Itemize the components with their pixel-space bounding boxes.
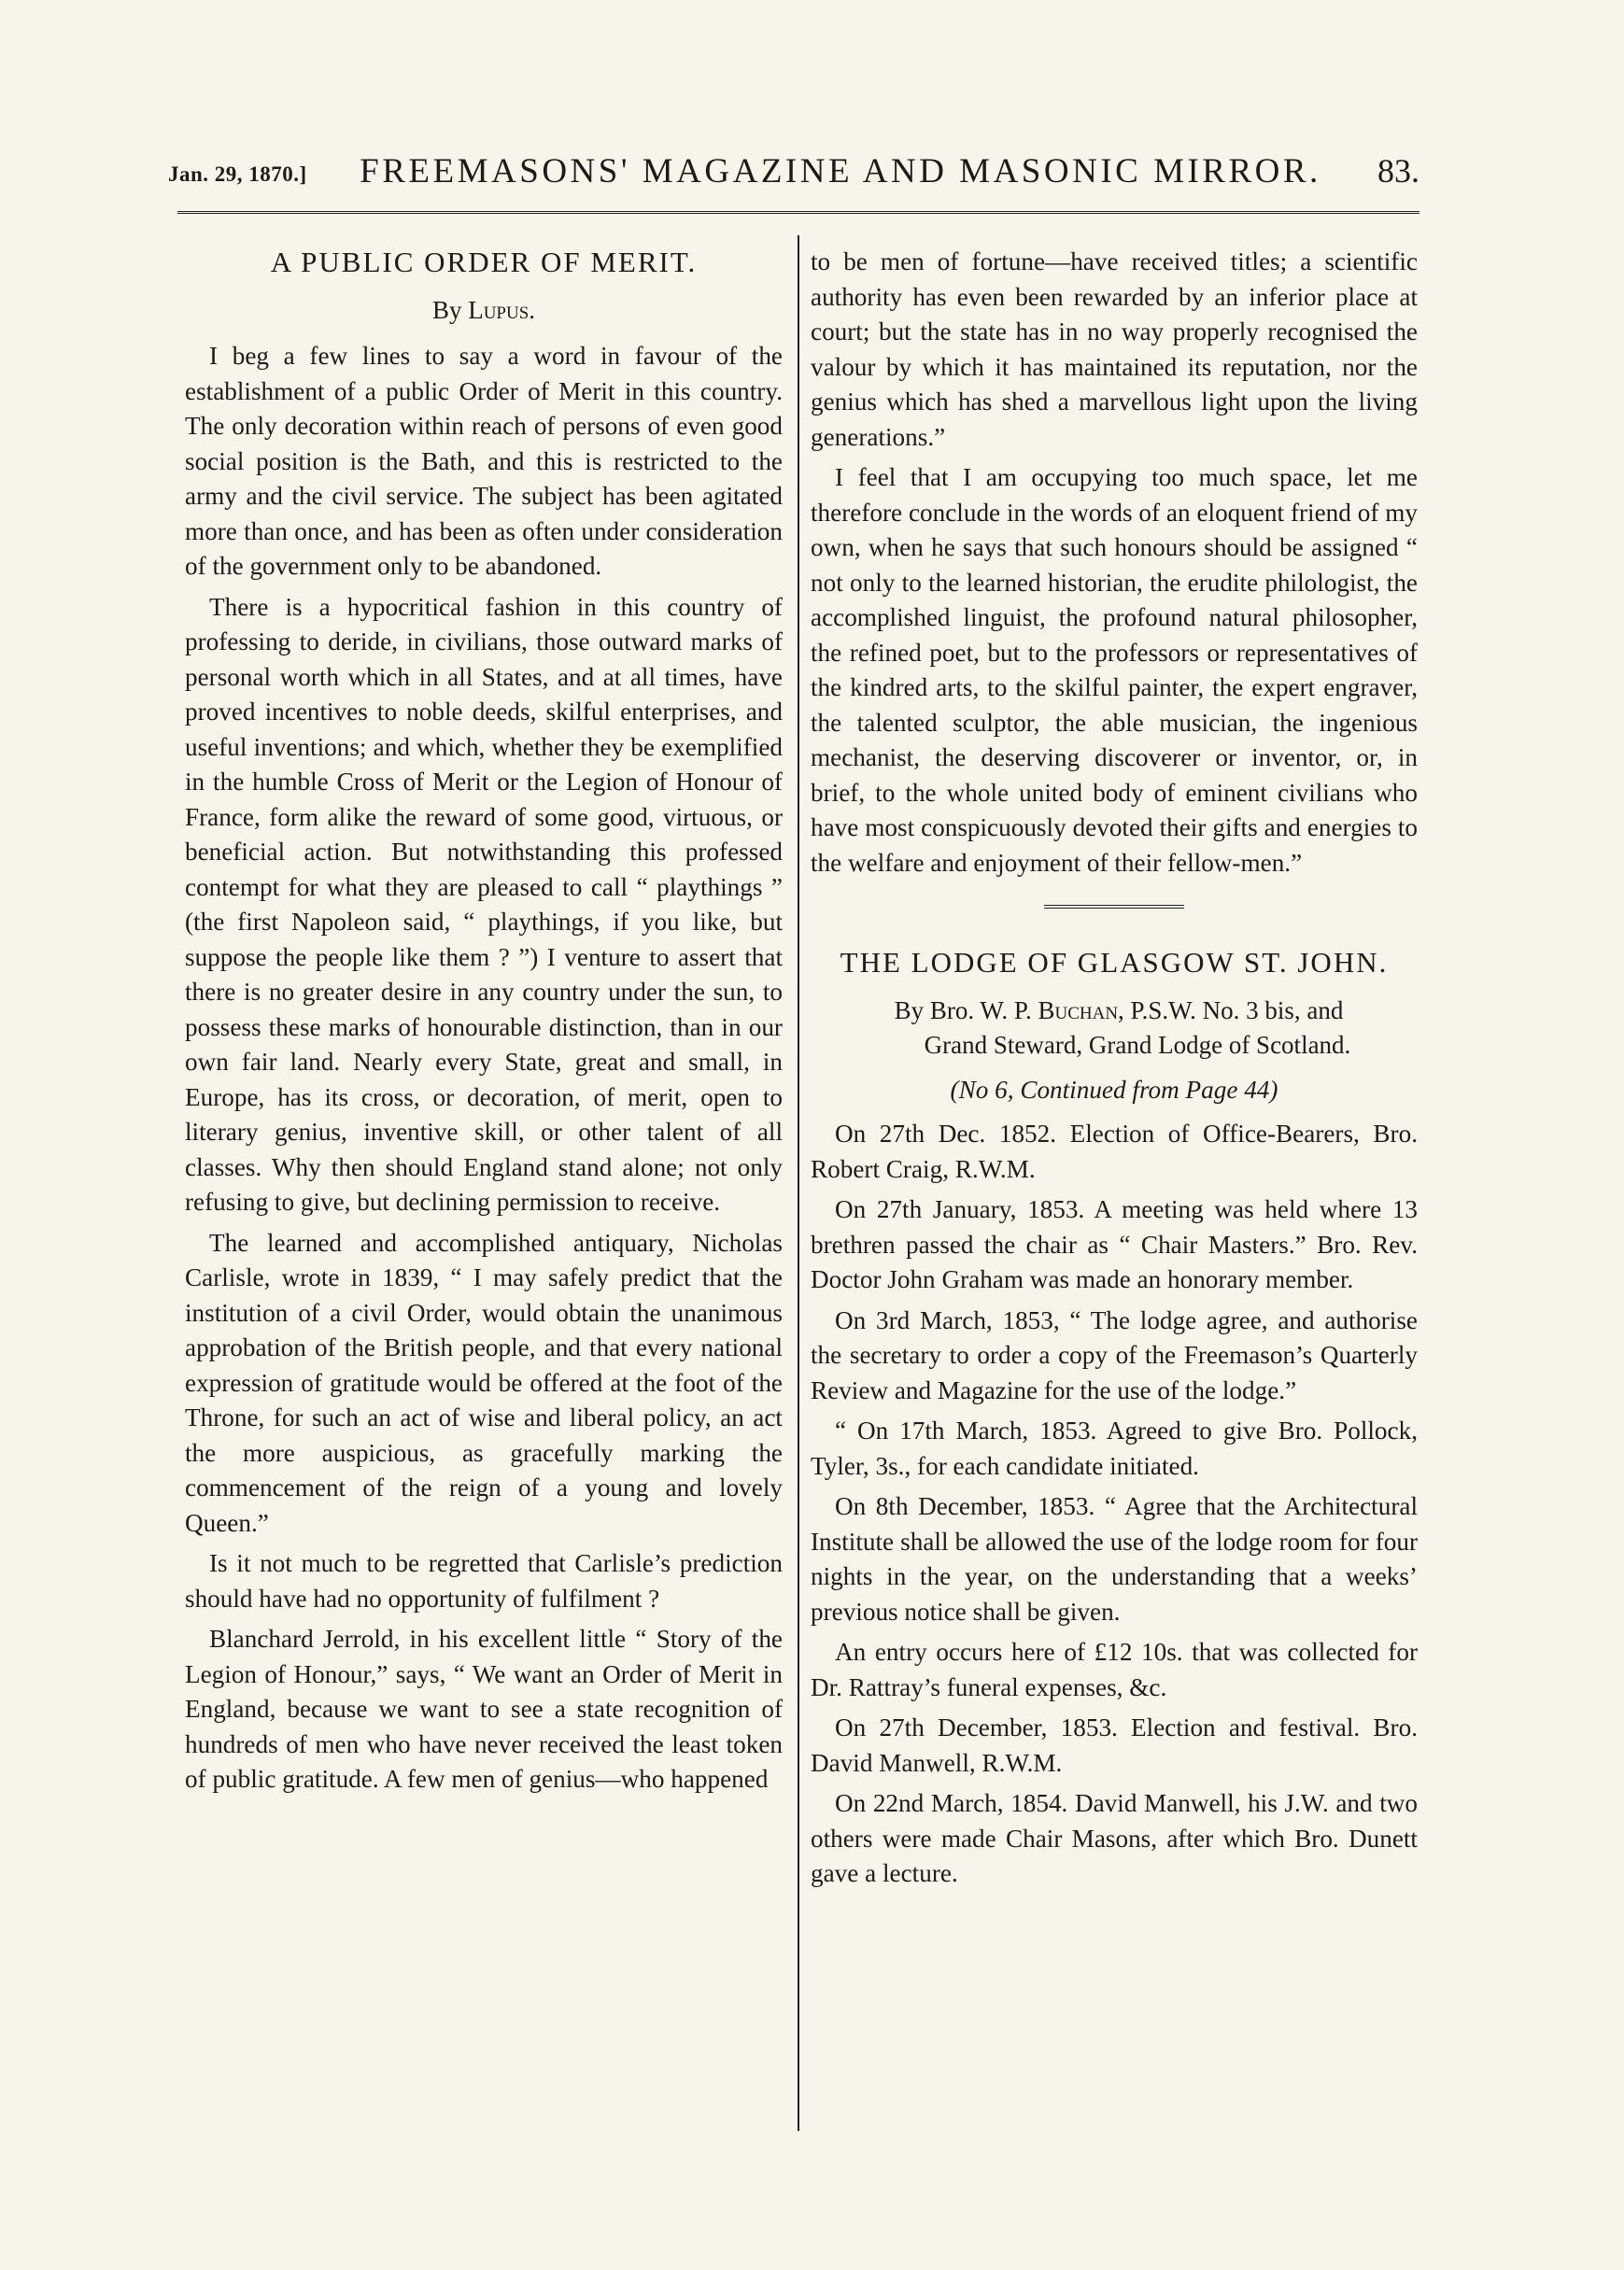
byline-prefix: By	[431, 295, 462, 324]
paragraph: On 27th Dec. 1852. Election of Office-Bearers, Bro. Robert Craig, R.W.M.	[811, 1120, 1418, 1183]
paragraph: On 8th December, 1853. “ Agree that the Architectural Institute shall be allowed the use of the lodge room for four nights in the year, on the understanding that a weeks’ previous notice shall be given.	[811, 1492, 1418, 1626]
paragraph: On 27th January, 1853. A meeting was held where 13 brethren passed the chair as “ Chair Masters.” Bro. Rev. Doctor John Graham was made an honorary member.	[811, 1195, 1418, 1293]
paragraph: The learned and accomplished antiquary, Nicholas Carlisle, wrote in 1839, “ I may safely predict that the institution of a civil Order, would obtain the unanimous approbation of the British people, and that every national expression of gratitude would be offered at the foot of the Throne, for such an act of wise and liberal policy, an act the more auspicious, as gracefully marking the commencement of the reign of a young and lovely Queen.”	[185, 1228, 783, 1537]
byline-prefix: By Bro. W. P.	[894, 995, 1032, 1024]
paragraph: On 27th December, 1853. Election and festival. Bro. David Manwell, R.W.M.	[811, 1713, 1418, 1777]
article-title: THE LODGE OF GLASGOW ST. JOHN.	[840, 946, 1389, 979]
article-byline	[185, 293, 783, 329]
publication-title: FREEMASONS' MAGAZINE AND MASONIC MIRROR.	[360, 152, 1321, 190]
column-divider	[798, 235, 799, 2131]
continued-note: (No 6, Continued from Page 44)	[950, 1075, 1278, 1104]
paragraph: Blanchard Jerrold, in his excellent little “ Story of the Legion of Honour,” says, “ We want an Order of Merit in England, because we want to see a state recognition of hundreds of men who have never received the least token of public gratitude. A few men of genius—who happened	[185, 1625, 783, 1793]
right-column	[811, 245, 1418, 1897]
issue-date: Jan. 29, 1870.]	[168, 162, 307, 186]
paragraph: On 22nd March, 1854. David Manwell, his J.W. and two others were made Chair Masons, after which Bro. Dunett gave a lecture.	[811, 1789, 1418, 1887]
paragraph: On 3rd March, 1853, “ The lodge agree, and authorise the secretary to order a copy of the Freemason’s Quarterly Review and Magazine for the use of the lodge.”	[811, 1305, 1418, 1404]
header-rule	[177, 211, 1419, 218]
paragraph: Is it not much to be regretted that Carlisle’s prediction should have had no opportunity of fulfilment ?	[185, 1549, 783, 1613]
page-number: 83.	[1377, 152, 1419, 190]
page-header	[168, 140, 1419, 196]
paragraph: I feel that I am occupying too much space, let me therefore conclude in the words of an eloquent friend of my own, when he says that such honours should be assigned “ not only to the learned historian, the erudite philologist, the accomplished linguist, the profound natural philosopher, the refined poet, but to the professors or representatives of the kindred arts, to the skilful painter, the expert engraver, the talented sculptor, the able musician, the ingenious mechanist, the deserving discoverer or inventor, or, in brief, to the whole united body of eminent civilians who have most conspicuously devoted their gifts and energies to the welfare and enjoyment of their fellow-men.”	[811, 463, 1418, 877]
author-name: Lupus.	[468, 295, 536, 324]
byline-line2: Grand Steward, Grand Lodge of Scotland.	[924, 1031, 1351, 1059]
article-title: A PUBLIC ORDER OF MERIT.	[270, 246, 698, 278]
author-name: Buchan,	[1038, 995, 1124, 1024]
paragraph: An entry occurs here of £12 10s. that was collected for Dr. Rattray’s funeral expenses, &c.	[811, 1638, 1418, 1701]
paragraph: “ On 17th March, 1853. Agreed to give Bro. Pollock, Tyler, 3s., for each candidate initiated.	[811, 1417, 1418, 1480]
article-separator	[1044, 905, 1184, 911]
paragraph: There is a hypocritical fashion in this country of professing to deride, in civilians, those outward marks of personal worth which in all States, and at all times, have proved incentives to noble deeds, skilful enterprises, and useful inventions; and which, whether they be exemplified in the humble Cross of Merit or the Legion of Honour of France, form alike the reward of some good, virtuous, or beneficial action. But notwithstanding this professed contempt for what they are pleased to call “ playthings ” (the first Napoleon said, “ playthings, if you like, but suppose the people like them ? ”) I venture to assert that there is no greater desire in any country under the sun, to possess these marks of honourable distinction, than in our own fair land. Nearly every State, great and small, in Europe, has its cross, or decoration, of merit, open to literary genius, inventive skill, or other talent of all classes. Why then should England stand alone; not only refusing to give, but declining permission to receive.	[185, 592, 783, 1216]
article-byline	[811, 994, 1418, 1064]
paragraph-continued: to be men of fortune—have received titles; a scientific authority has even been rewarded by an inferior place at court; but the state has in no way properly recognised the valour by which it has maintained its reputation, nor the genius which has shed a marvellous light upon the living generations.”	[811, 247, 1418, 451]
paragraph: I beg a few lines to say a word in favour of the establishment of a public Order of Merit in this country. The only decoration within reach of persons of even good social position is the Bath, and this is restricted to the army and the civil service. The subject has been agitated more than once, and has been as often under consideration of the government only to be abandoned.	[185, 342, 783, 580]
left-column	[185, 245, 783, 1803]
byline-rest: P.S.W. No. 3 bis, and	[1130, 995, 1344, 1024]
